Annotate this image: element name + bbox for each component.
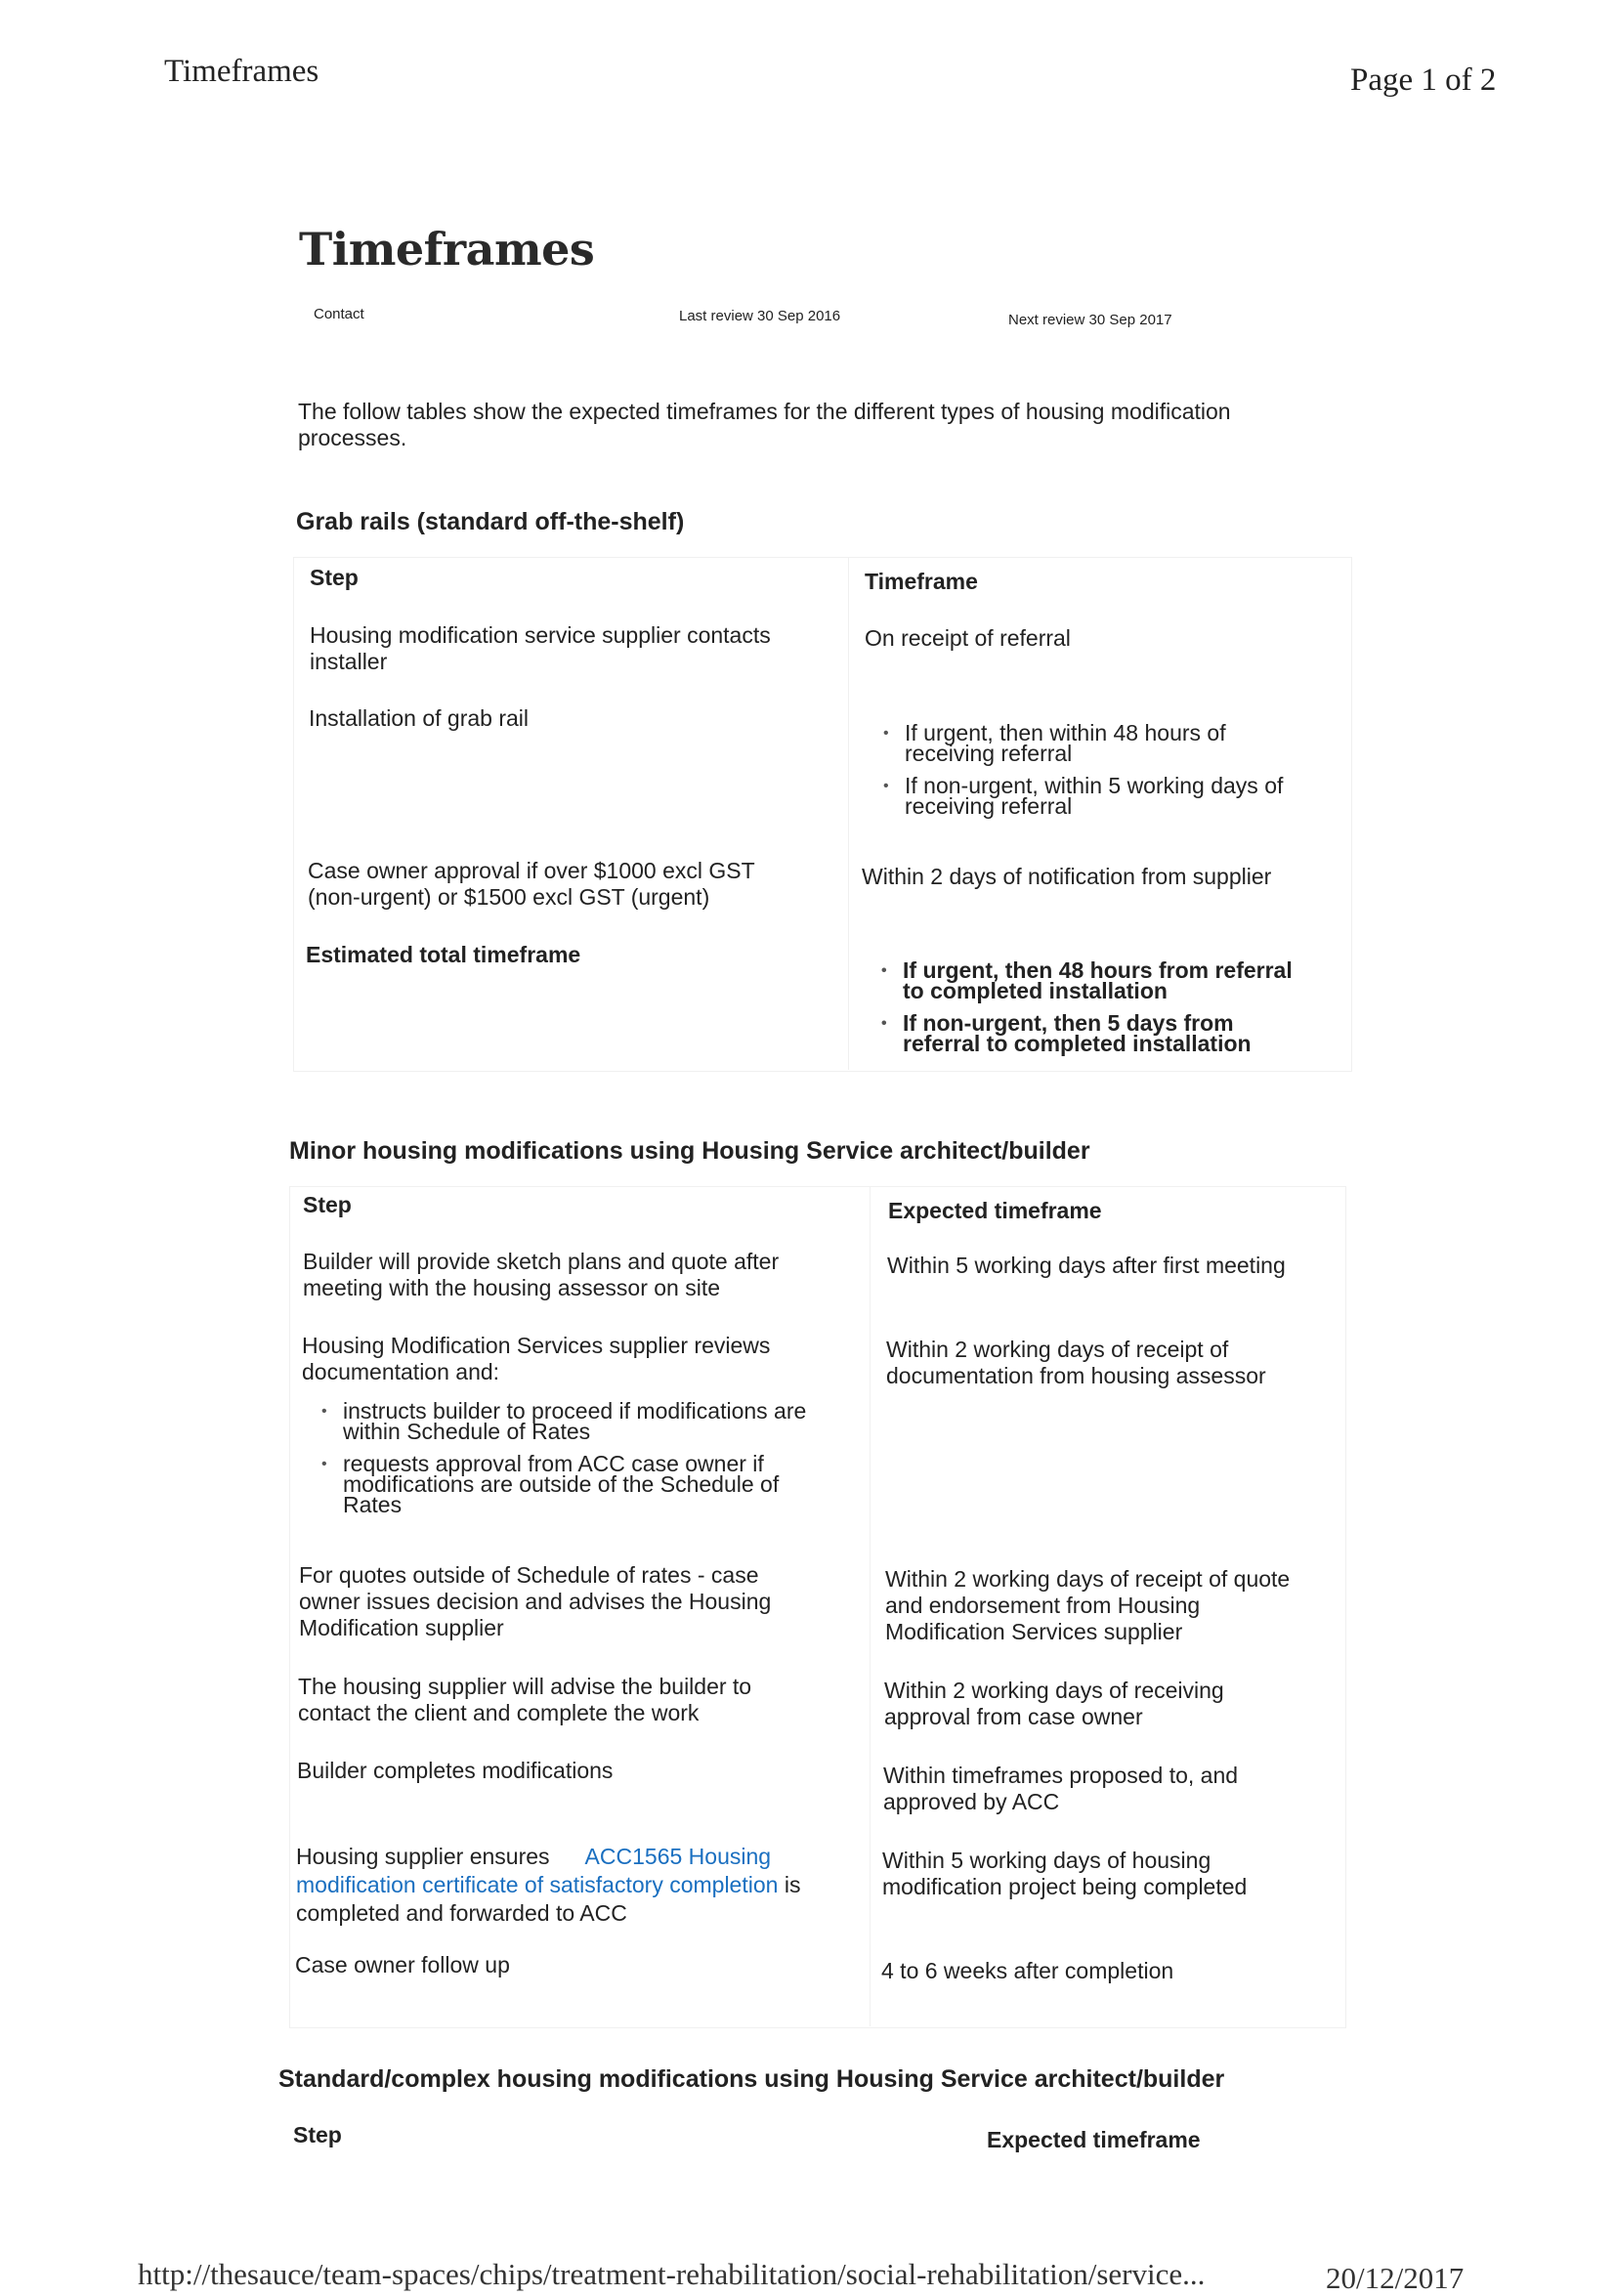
acc1565-certificate-link[interactable]: modification certificate of satisfactory completion [296,1872,779,1897]
table-row-time-list [881,957,1293,1066]
col-header-step: Step [293,2122,342,2147]
table-row-time: Within 2 working days of receipt of quote and endorsement from Housing Modification Services supplier [885,1566,1291,1644]
table-row-time: Within 5 working days after first meeting [887,1253,1286,1278]
next-review: Next review 30 Sep 2017 [1008,312,1172,328]
column-divider [870,1186,871,2026]
col-header-step: Step [310,565,359,590]
table-row-step [296,1843,800,1928]
table-row-step: Installation of grab rail [309,705,530,731]
step-text: is [778,1872,801,1897]
table-row-step: Builder completes modifications [297,1758,614,1783]
list-item: • If non-urgent, within 5 working days of receiving referral [883,776,1283,817]
print-page-number: Page 1 of 2 [1350,63,1497,98]
table-row-step: Housing Modification Services supplier reviews documentation and: [302,1333,771,1384]
last-review: Last review 30 Sep 2016 [679,308,841,324]
step-text: Housing supplier ensures [296,1844,550,1869]
col-header-timeframe: Timeframe [865,569,978,594]
col-header-step: Step [303,1192,352,1217]
page-title: Timeframes [299,223,595,276]
acc1565-certificate-link[interactable]: ACC1565 Housing [584,1844,772,1869]
table-row-time: Within timeframes proposed to, and approved by ACC [883,1763,1239,1814]
table-row-time-list [883,720,1284,829]
table-row-step: For quotes outside of Schedule of rates - case owner issues decision and advises the Housing Modification supplier [299,1562,772,1640]
table-row-time: On receipt of referral [865,625,1071,651]
table-row-step-list [321,1398,807,1527]
print-footer-url: http://thesauce/team-spaces/chips/treatment-rehabilitation/social-rehabilitation/service... [138,2257,1206,2291]
intro-text: The follow tables show the expected timeframes for the different types of housing modification processes. [298,399,1231,450]
section-heading-grab-rails: Grab rails (standard off-the-shelf) [296,508,685,535]
list-item: • requests approval from ACC case owner if modifications are outside of the Schedule of Rates [321,1454,806,1515]
table-row-step: Estimated total timeframe [306,942,581,967]
step-text: completed and forwarded to ACC [296,1900,627,1926]
table-row-time: 4 to 6 weeks after completion [881,1958,1174,1983]
print-footer-date: 20/12/2017 [1326,2261,1465,2295]
section-heading-minor-modifications: Minor housing modifications using Housing Service architect/builder [289,1137,1090,1165]
table-row-step: The housing supplier will advise the builder to contact the client and complete the work [298,1674,752,1725]
section-heading-standard-complex-modifications: Standard/complex housing modifications using Housing Service architect/builder [278,2065,1225,2093]
column-divider [848,557,849,1070]
table-row-time: Within 5 working days of housing modification project being completed [882,1848,1248,1899]
table-row-step: Housing modification service supplier contacts installer [310,622,771,674]
list-item: • If non-urgent, then 5 days from referral to completed installation [881,1013,1293,1054]
list-item: • instructs builder to proceed if modifications are within Schedule of Rates [321,1401,806,1442]
table-row-step: Case owner approval if over $1000 excl GST (non-urgent) or $1500 excl GST (urgent) [308,858,755,910]
col-header-expected-timeframe: Expected timeframe [888,1198,1102,1223]
contact-link[interactable]: Contact [314,306,364,322]
table-row-time: Within 2 working days of receiving approval from case owner [884,1678,1224,1729]
table-row-step: Builder will provide sketch plans and quote after meeting with the housing assessor on site [303,1249,780,1300]
table-row-time: Within 2 working days of receipt of documentation from housing assessor [886,1337,1266,1388]
table-row-step: Case owner follow up [295,1952,510,1977]
list-item: • If urgent, then within 48 hours of receiving referral [883,723,1283,764]
print-header-title: Timeframes [164,54,319,89]
col-header-expected-timeframe: Expected timeframe [987,2127,1201,2152]
table-row-time: Within 2 days of notification from supplier [862,864,1272,889]
list-item: • If urgent, then 48 hours from referral to completed installation [881,960,1293,1001]
